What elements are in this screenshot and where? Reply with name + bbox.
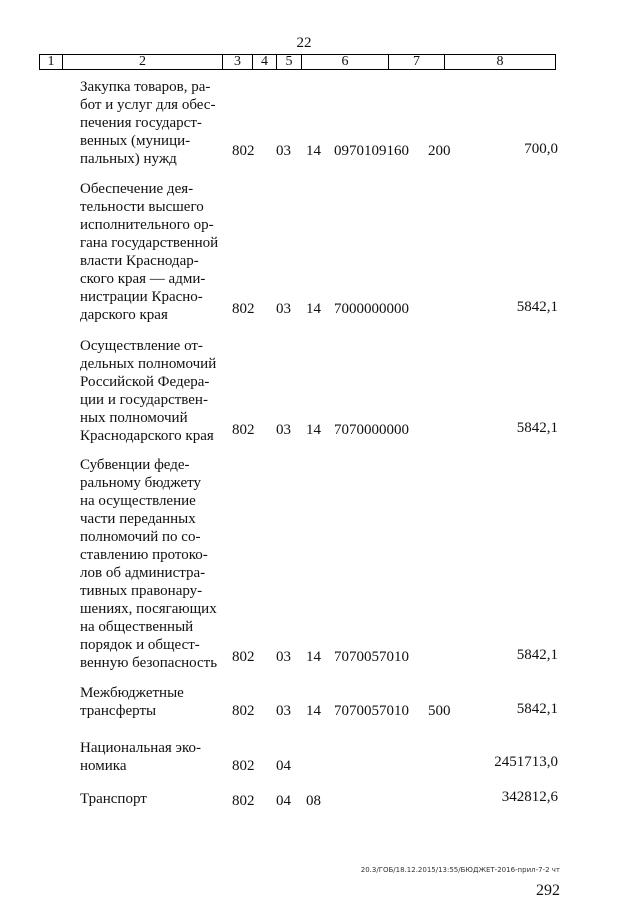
description-line: нистрации Красно- xyxy=(80,289,203,305)
cell-section: 03 xyxy=(276,143,291,159)
column-header-7: 7 xyxy=(389,55,445,70)
description-line: ции и государствен- xyxy=(80,392,208,408)
description-line: Краснодарского края xyxy=(80,428,214,444)
description-line: на осуществление xyxy=(80,493,196,509)
column-header-1: 1 xyxy=(40,55,63,70)
description-line: ральному бюджету xyxy=(80,475,201,491)
description-line: венную безопасность xyxy=(80,655,218,671)
description-line: пальных) нужд xyxy=(80,151,177,167)
description-line: Транспорт xyxy=(80,791,147,807)
description-line: дарского края xyxy=(80,307,168,323)
description-line: Закупка товаров, ра- xyxy=(80,79,211,95)
cell-target-article: 7000000000 xyxy=(334,301,409,317)
cell-subsection: 14 xyxy=(306,422,321,438)
description-line: полномочий по со- xyxy=(80,529,201,545)
cell-expense-type: 200 xyxy=(428,143,451,159)
cell-amount: 2451713,0 xyxy=(494,754,558,770)
column-header-4: 4 xyxy=(253,55,277,70)
cell-ministry: 802 xyxy=(232,649,255,665)
row-description xyxy=(80,337,225,445)
column-header-8: 8 xyxy=(445,55,556,70)
cell-ministry: 802 xyxy=(232,793,255,809)
cell-expense-type: 500 xyxy=(428,703,451,719)
description-line: трансферты xyxy=(80,703,157,719)
cell-target-article: 0970109160 xyxy=(334,143,409,159)
cell-target-article: 7070057010 xyxy=(334,649,409,665)
cell-subsection: 14 xyxy=(306,649,321,665)
description-line: номика xyxy=(80,758,127,774)
cell-section: 03 xyxy=(276,649,291,665)
cell-section: 04 xyxy=(276,758,291,774)
column-header-6: 6 xyxy=(302,55,389,70)
cell-amount: 5842,1 xyxy=(516,420,558,436)
description-line: ставлению протоко- xyxy=(80,547,208,563)
cell-subsection: 14 xyxy=(306,143,321,159)
description-line: Национальная эко- xyxy=(80,740,201,756)
description-line: шениях, посягающих xyxy=(80,601,217,617)
row-description xyxy=(80,684,225,720)
description-line: порядок и общест- xyxy=(80,637,200,653)
row-description xyxy=(80,180,225,324)
description-line: части переданных xyxy=(80,511,196,527)
cell-amount: 5842,1 xyxy=(516,647,558,663)
cell-section: 03 xyxy=(276,703,291,719)
cell-target-article: 7070057010 xyxy=(334,703,409,719)
cell-ministry: 802 xyxy=(232,703,255,719)
cell-ministry: 802 xyxy=(232,422,255,438)
description-line: дельных полномочий xyxy=(80,356,217,372)
description-line: ского края — адми- xyxy=(80,271,206,287)
cell-subsection: 14 xyxy=(306,703,321,719)
row-description xyxy=(80,78,225,168)
column-header-3: 3 xyxy=(223,55,253,70)
description-line: тельности высшего xyxy=(80,199,204,215)
description-line: Российской Федера- xyxy=(80,374,210,390)
cell-amount: 5842,1 xyxy=(516,299,558,315)
description-line: гана государственной xyxy=(80,235,219,251)
cell-section: 04 xyxy=(276,793,291,809)
cell-target-article: 7070000000 xyxy=(334,422,409,438)
cell-ministry: 802 xyxy=(232,301,255,317)
description-line: на общественный xyxy=(80,619,194,635)
cell-amount: 700,0 xyxy=(524,141,558,157)
description-line: печения государст- xyxy=(80,115,202,131)
description-line: исполнительного ор- xyxy=(80,217,214,233)
cell-section: 03 xyxy=(276,301,291,317)
description-line: лов об администра- xyxy=(80,565,206,581)
description-line: бот и услуг для обес- xyxy=(80,97,216,113)
cell-ministry: 802 xyxy=(232,758,255,774)
column-header-row xyxy=(39,54,556,70)
bottom-page-number: 292 xyxy=(536,882,560,899)
footer-document-code: 20.3/ГОБ/18.12.2015/13:55/БЮДЖЕТ-2016-прил-7-2 чт xyxy=(360,866,560,874)
page-number: 22 xyxy=(296,35,312,51)
cell-amount: 342812,6 xyxy=(501,789,558,805)
row-description xyxy=(80,790,225,808)
description-line: тивных правонару- xyxy=(80,583,203,599)
description-line: Обеспечение дея- xyxy=(80,181,194,197)
column-header-2: 2 xyxy=(63,55,223,70)
cell-amount: 5842,1 xyxy=(516,701,558,717)
cell-subsection: 08 xyxy=(306,793,321,809)
description-line: Субвенции феде- xyxy=(80,457,190,473)
cell-ministry: 802 xyxy=(232,143,255,159)
description-line: Осуществление от- xyxy=(80,338,203,354)
description-line: власти Краснодар- xyxy=(80,253,199,269)
cell-section: 03 xyxy=(276,422,291,438)
description-line: Межбюджетные xyxy=(80,685,184,701)
description-line: ных полномочий xyxy=(80,410,188,426)
row-description xyxy=(80,739,225,775)
column-header-5: 5 xyxy=(277,55,302,70)
description-line: венных (муници- xyxy=(80,133,191,149)
cell-subsection: 14 xyxy=(306,301,321,317)
row-description xyxy=(80,456,225,672)
